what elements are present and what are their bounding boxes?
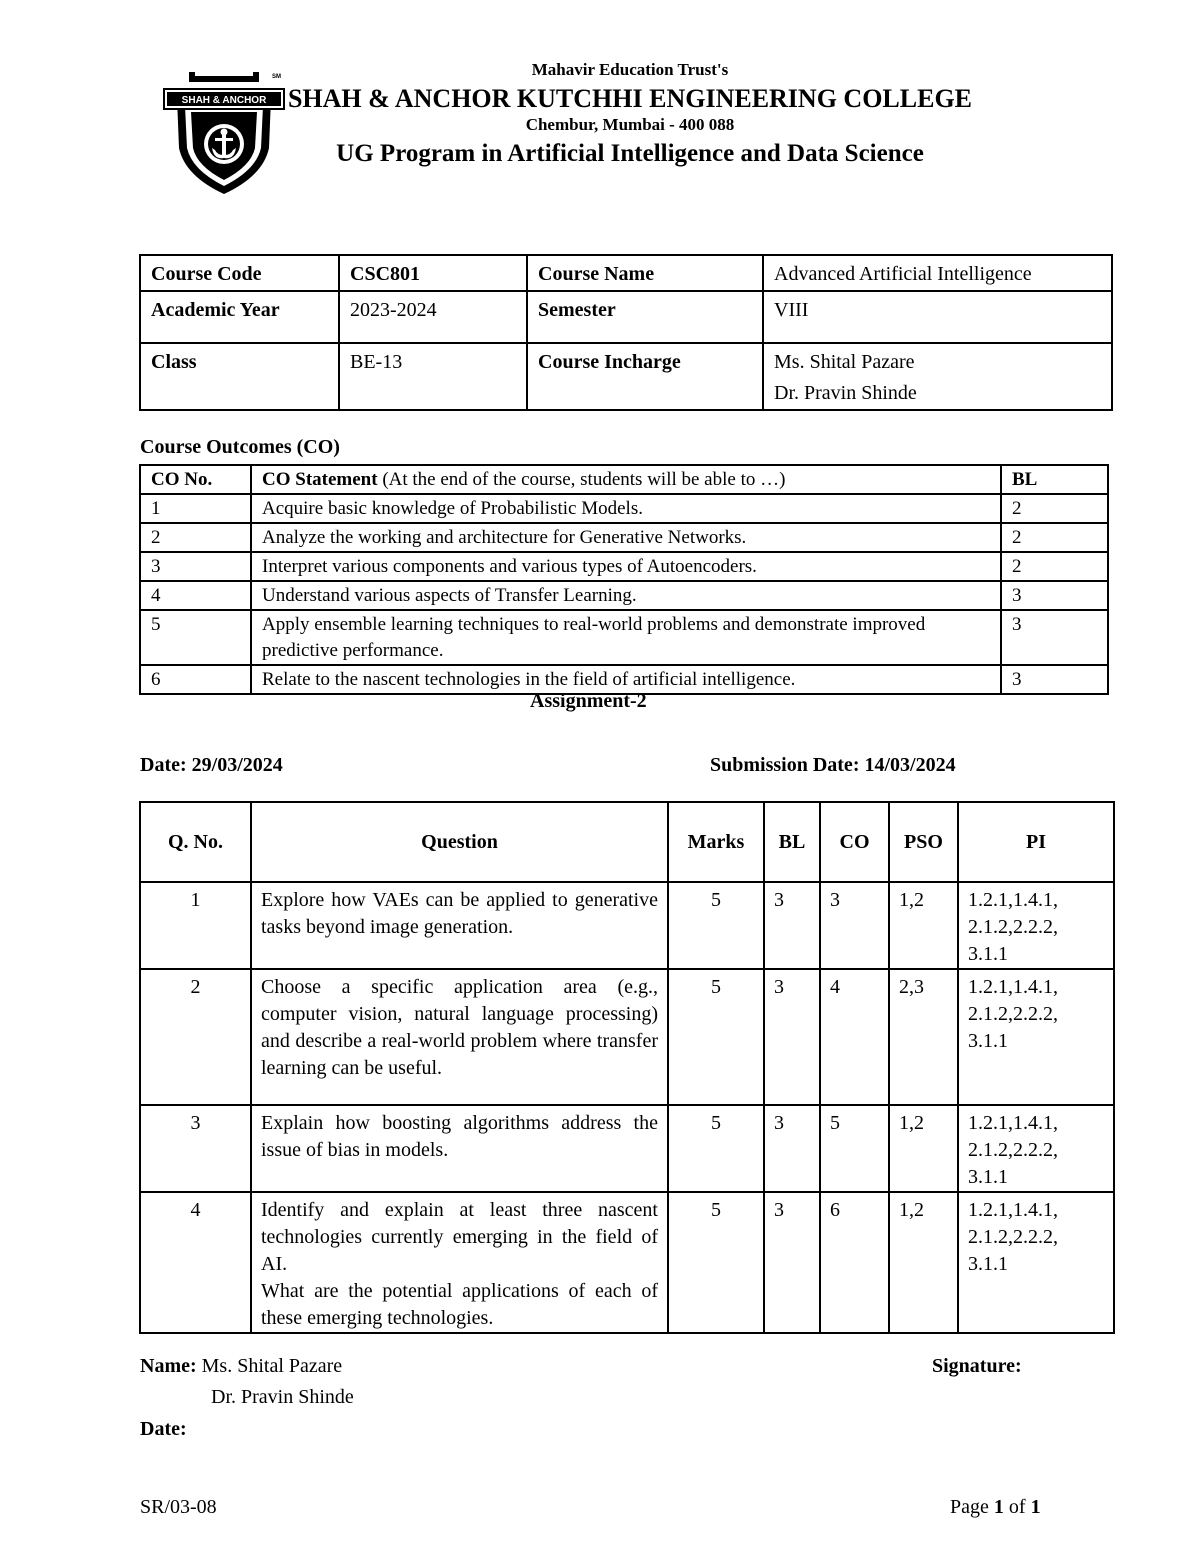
name-value-2: Dr. Pravin Shinde [211, 1386, 354, 1408]
course-outcomes-table [139, 464, 1109, 695]
co-bl: 2 [1001, 523, 1108, 552]
co-bl: 3 [1001, 581, 1108, 610]
course-incharge-value [763, 343, 1112, 410]
course-name-label: Course Name [527, 255, 763, 291]
question-bl: 3 [764, 882, 820, 969]
question-pso: 1,2 [889, 1105, 958, 1192]
svg-text:SM: SM [272, 74, 281, 80]
table-row [140, 610, 1108, 665]
course-name-value: Advanced Artificial Intelligence [763, 255, 1112, 291]
course-outcomes-heading: Course Outcomes (CO) [140, 436, 340, 458]
table-row [140, 581, 1108, 610]
question-text-line: Identify and explain at least three nascent technologies currently emerging in the field of AI. [261, 1199, 658, 1275]
course-incharge-label: Course Incharge [527, 343, 763, 410]
qno-header: Q. No. [140, 802, 251, 882]
co-header: CO [820, 802, 889, 882]
semester-value: VIII [763, 291, 1112, 343]
table-row [140, 1105, 1114, 1192]
class-label: Class [140, 343, 339, 410]
question-co: 3 [820, 882, 889, 969]
pi-line: 2.1.2,2.2.2, [968, 1003, 1058, 1025]
submission-date: Submission Date: 14/03/2024 [710, 754, 956, 776]
college-name: SHAH & ANCHOR KUTCHHI ENGINEERING COLLEGE [287, 84, 973, 113]
name-label: Name: [140, 1355, 197, 1377]
page-current: 1 [993, 1496, 1004, 1518]
pi-line: 2.1.2,2.2.2, [968, 916, 1058, 938]
pi-line: 3.1.1 [968, 943, 1008, 965]
academic-year-label: Academic Year [140, 291, 339, 343]
college-address: Chembur, Mumbai - 400 088 [525, 115, 735, 134]
question-marks: 5 [668, 1192, 764, 1333]
program-title: UG Program in Artificial Intelligence and Data Science [336, 140, 924, 167]
co-bl-header: BL [1001, 465, 1108, 494]
pi-line: 3.1.1 [968, 1030, 1008, 1052]
svg-text:SHAH & ANCHOR: SHAH & ANCHOR [181, 95, 267, 106]
signature-label: Signature: [932, 1355, 1022, 1377]
question-bl: 3 [764, 1192, 820, 1333]
pi-line: 1.2.1,1.4.1, [968, 976, 1058, 998]
page-word: Page [950, 1496, 994, 1518]
table-row [140, 882, 1114, 969]
incharge-name-2: Dr. Pravin Shinde [774, 382, 917, 404]
incharge-name-1: Ms. Shital Pazare [774, 351, 915, 373]
trust-name: Mahavir Education Trust's [531, 60, 729, 79]
question-pi [958, 1192, 1114, 1333]
table-row [140, 969, 1114, 1105]
pi-line: 3.1.1 [968, 1166, 1008, 1188]
question-co: 6 [820, 1192, 889, 1333]
question-text [251, 969, 668, 1105]
question-bl: 3 [764, 1105, 820, 1192]
co-bl: 2 [1001, 494, 1108, 523]
question-co: 4 [820, 969, 889, 1105]
semester-label: Semester [527, 291, 763, 343]
pi-header: PI [958, 802, 1114, 882]
question-text-line: Explore how VAEs can be applied to generative tasks beyond image generation. [261, 889, 658, 938]
questions-table [139, 801, 1115, 1334]
co-statement-header-bold: CO Statement [262, 469, 378, 490]
co-statement: Relate to the nascent technologies in the field of artificial intelligence. [251, 665, 1001, 694]
question-text [251, 882, 668, 969]
course-code-value: CSC801 [339, 255, 527, 291]
co-statement: Understand various aspects of Transfer Learning. [251, 581, 1001, 610]
pi-line: 2.1.2,2.2.2, [968, 1139, 1058, 1161]
co-no: 4 [140, 581, 251, 610]
question-marks: 5 [668, 1105, 764, 1192]
question-co: 5 [820, 1105, 889, 1192]
pi-line: 2.1.2,2.2.2, [968, 1226, 1058, 1248]
assignment-date: Date: 29/03/2024 [140, 754, 283, 776]
page-of: of [1003, 1496, 1031, 1518]
co-bl: 2 [1001, 552, 1108, 581]
course-info-table [139, 254, 1113, 411]
marks-header: Marks [668, 802, 764, 882]
co-no: 3 [140, 552, 251, 581]
co-no: 2 [140, 523, 251, 552]
class-value: BE-13 [339, 343, 527, 410]
question-text-line-2: What are the potential applications of each of these emerging technologies. [261, 1280, 658, 1329]
pi-line: 1.2.1,1.4.1, [968, 1199, 1058, 1221]
course-info-row [140, 291, 1112, 343]
co-statement: Interpret various components and various types of Autoencoders. [251, 552, 1001, 581]
document-code: SR/03-08 [140, 1496, 217, 1518]
question-pi [958, 882, 1114, 969]
co-no-header: CO No. [140, 465, 251, 494]
pi-line: 1.2.1,1.4.1, [968, 889, 1058, 911]
footer-date-label: Date: [140, 1418, 187, 1440]
co-no: 5 [140, 610, 251, 665]
question-pi [958, 1105, 1114, 1192]
question-number: 2 [140, 969, 251, 1105]
question-marks: 5 [668, 969, 764, 1105]
page-total: 1 [1030, 1496, 1041, 1518]
question-text [251, 1192, 668, 1333]
question-pso: 1,2 [889, 882, 958, 969]
pi-line: 1.2.1,1.4.1, [968, 1112, 1058, 1134]
course-code-label: Course Code [140, 255, 339, 291]
co-statement: Analyze the working and architecture for Generative Networks. [251, 523, 1001, 552]
table-row [140, 1192, 1114, 1333]
academic-year-value: 2023-2024 [339, 291, 527, 343]
assignment-title: Assignment-2 [530, 690, 647, 712]
question-text-line: Choose a specific application area (e.g., computer vision, natural language processing) and describe a real-world problem where transfer learning can be useful. [261, 976, 658, 1079]
co-no: 1 [140, 494, 251, 523]
name-value-1: Ms. Shital Pazare [196, 1355, 343, 1377]
name-line [140, 1355, 342, 1378]
question-text [251, 1105, 668, 1192]
co-bl: 3 [1001, 610, 1108, 665]
co-statement-header [251, 465, 1001, 494]
questions-header-row [140, 802, 1114, 882]
pi-line: 3.1.1 [968, 1253, 1008, 1275]
question-number: 1 [140, 882, 251, 969]
question-text-line: Explain how boosting algorithms address the issue of bias in models. [261, 1112, 658, 1161]
table-row [140, 552, 1108, 581]
table-row [140, 494, 1108, 523]
co-header-row [140, 465, 1108, 494]
table-row [140, 523, 1108, 552]
co-statement: Apply ensemble learning techniques to real-world problems and demonstrate improved predictive performance. [251, 610, 1001, 665]
question-pi [958, 969, 1114, 1105]
question-pso: 2,3 [889, 969, 958, 1105]
course-info-row [140, 343, 1112, 410]
question-header: Question [251, 802, 668, 882]
page-number [950, 1496, 1041, 1519]
co-no: 6 [140, 665, 251, 694]
co-bl: 3 [1001, 665, 1108, 694]
question-bl: 3 [764, 969, 820, 1105]
co-statement-header-note: (At the end of the course, students will be able to …) [377, 469, 786, 490]
course-info-row [140, 255, 1112, 291]
question-pso: 1,2 [889, 1192, 958, 1333]
co-statement: Acquire basic knowledge of Probabilistic Models. [251, 494, 1001, 523]
question-marks: 5 [668, 882, 764, 969]
bl-header: BL [764, 802, 820, 882]
question-number: 4 [140, 1192, 251, 1333]
question-number: 3 [140, 1105, 251, 1192]
pso-header: PSO [889, 802, 958, 882]
